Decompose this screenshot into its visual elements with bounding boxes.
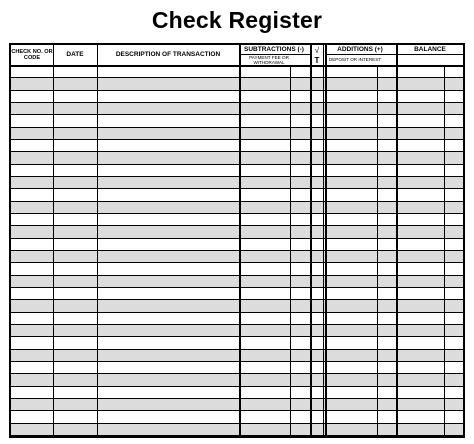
column-divider	[239, 45, 241, 436]
header-balance: BALANCE	[414, 46, 446, 53]
header-additions-sub: DEPOSIT OR INTEREST	[328, 57, 382, 62]
column-divider	[97, 45, 98, 436]
cents-divider	[377, 65, 378, 436]
column-divider	[325, 45, 327, 436]
column-divider	[323, 45, 324, 436]
page-title: Check Register	[151, 7, 323, 33]
register-table	[9, 43, 465, 438]
additions-header-divider	[325, 54, 397, 55]
header-subtractions: SUBTRACTIONS (-)	[244, 46, 304, 53]
column-divider	[396, 45, 398, 436]
header-check-no: CHECK NO. OR CODE	[11, 49, 53, 61]
header-additions: ADDITIONS (+)	[337, 46, 383, 53]
subtractions-header-divider	[239, 54, 311, 55]
header-date: DATE	[66, 51, 84, 58]
cents-divider	[290, 65, 291, 436]
balance-header-divider	[397, 54, 463, 55]
header-description: DESCRIPTION OF TRANSACTION	[115, 51, 221, 58]
check-mark-icon: √	[314, 46, 320, 55]
column-divider	[53, 45, 54, 436]
header-t-mark: T	[314, 55, 320, 65]
header-subtractions-sub: PAYMENT FEE OR WITHDRAWAL	[249, 54, 289, 65]
column-divider	[310, 45, 312, 436]
cents-divider	[444, 65, 445, 436]
